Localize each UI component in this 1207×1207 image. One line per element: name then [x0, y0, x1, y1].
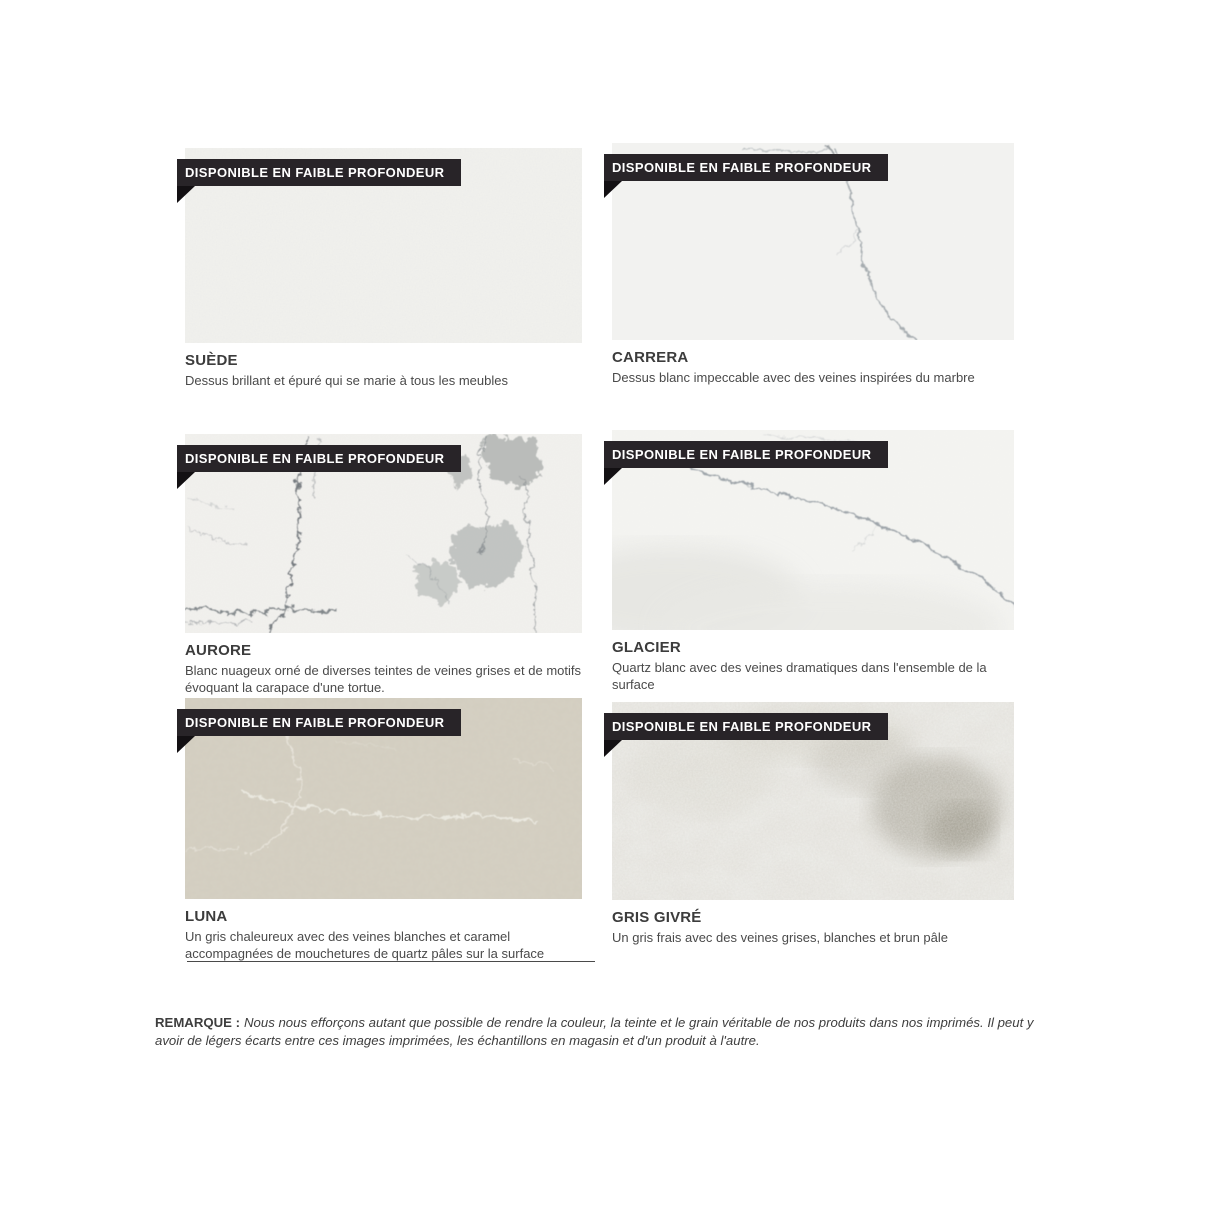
swatch-title: GRIS GIVRÉ: [612, 909, 702, 926]
ribbon-fold-icon: [604, 740, 622, 757]
divider: [187, 961, 595, 962]
ribbon-fold-icon: [604, 468, 622, 485]
availability-ribbon-label: DISPONIBLE EN FAIBLE PROFONDEUR: [612, 160, 872, 175]
swatch-image-carrera: [612, 143, 1014, 340]
availability-ribbon: [604, 441, 888, 468]
availability-ribbon-label: DISPONIBLE EN FAIBLE PROFONDEUR: [612, 447, 872, 462]
availability-ribbon: [177, 709, 461, 736]
ribbon-fold-icon: [177, 472, 195, 489]
swatch-card-carrera: [612, 143, 1014, 386]
availability-ribbon: [604, 713, 888, 740]
note: [155, 1014, 1055, 1049]
availability-ribbon-label: DISPONIBLE EN FAIBLE PROFONDEUR: [185, 715, 445, 730]
availability-ribbon-label: DISPONIBLE EN FAIBLE PROFONDEUR: [185, 165, 445, 180]
swatch-description: Blanc nuageux orné de diverses teintes de veines grises et de motifs évoquant la carapace d'une tortue.: [185, 663, 582, 695]
swatch-image-suede: [185, 148, 582, 343]
swatch-title: LUNA: [185, 908, 228, 925]
ribbon-fold-icon: [604, 181, 622, 198]
swatch-card-suede: [185, 148, 582, 389]
availability-ribbon-label: DISPONIBLE EN FAIBLE PROFONDEUR: [185, 451, 445, 466]
swatch-card-aurore: [185, 434, 582, 696]
swatch-description: Dessus blanc impeccable avec des veines inspirées du marbre: [612, 370, 975, 385]
swatch-title: GLACIER: [612, 639, 681, 656]
availability-ribbon: [177, 159, 461, 186]
swatch-card-glacier: [612, 430, 1014, 693]
swatch-card-gris-givre: [612, 702, 1014, 946]
note-label: REMARQUE :: [155, 1015, 240, 1031]
swatch-description: Un gris chaleureux avec des veines blanches et caramel accompagnées de mouchetures de quartz pâles sur la surface: [185, 929, 545, 961]
ribbon-fold-icon: [177, 186, 195, 203]
swatch-title: AURORE: [185, 642, 252, 659]
swatch-image-gris-givre: [612, 702, 1014, 900]
availability-ribbon: [604, 154, 888, 181]
swatch-image-luna: [185, 698, 582, 899]
swatch-description: Dessus brillant et épuré qui se marie à tous les meubles: [185, 373, 508, 388]
swatch-description: Un gris frais avec des veines grises, blanches et brun pâle: [612, 930, 949, 945]
note-text: Nous nous efforçons autant que possible de rendre la couleur, la teinte et le grain véritable de nos produits dans nos imprimés. Il peut y avoir de légers écarts entre ces images imprimées, les échantillons en magasin et d'un produit à l'autre.: [155, 1015, 1034, 1048]
swatch-title: CARRERA: [612, 349, 689, 366]
swatch-image-aurore: [185, 434, 582, 633]
swatch-card-luna: [185, 698, 582, 962]
ribbon-fold-icon: [177, 736, 195, 753]
swatch-title: SUÈDE: [185, 352, 238, 369]
availability-ribbon-label: DISPONIBLE EN FAIBLE PROFONDEUR: [612, 719, 872, 734]
swatch-description: Quartz blanc avec des veines dramatiques dans l'ensemble de la surface: [612, 660, 987, 692]
swatch-image-glacier: [612, 430, 1014, 630]
availability-ribbon: [177, 445, 461, 472]
